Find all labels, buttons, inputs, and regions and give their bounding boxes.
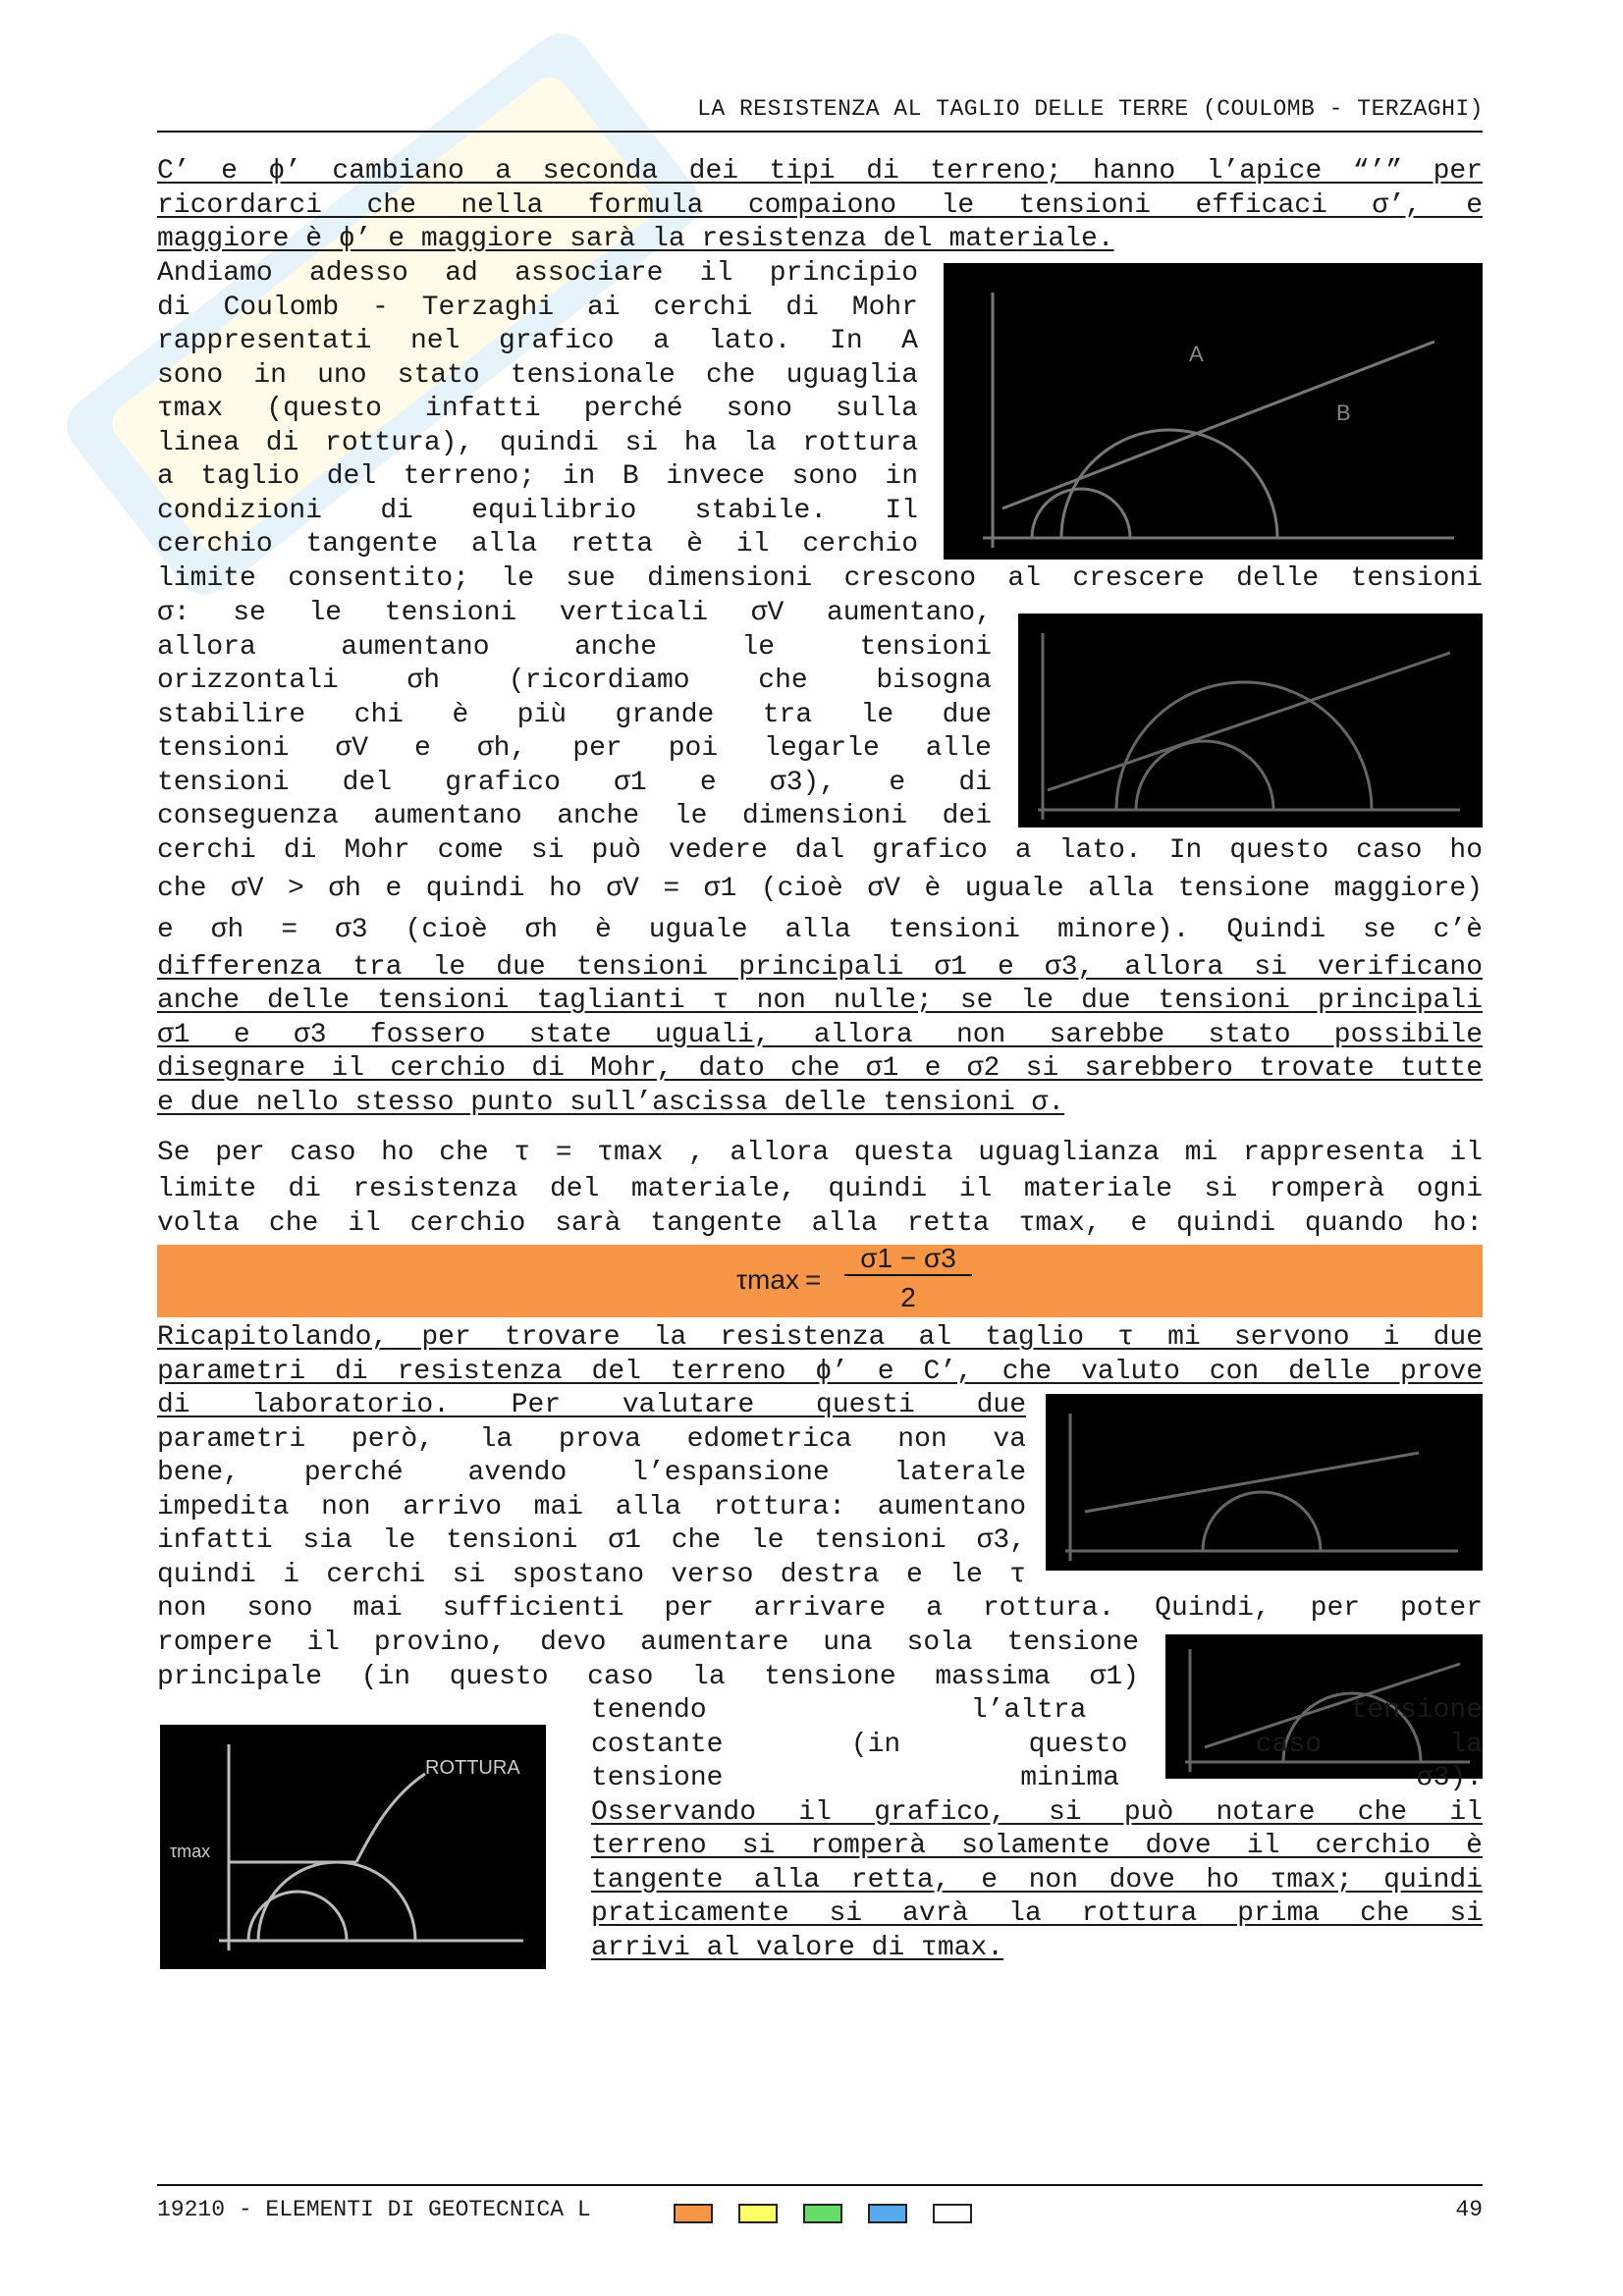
recap-line: bene, perché avendo l’espansione laterale: [157, 1458, 1026, 1488]
coulomb-line: a taglio del terreno; in B invece sono in: [157, 461, 918, 492]
sigma-full-line: che σV > σh e quindi ho σV = σ1 (cioè σV è uguale alla tensione maggiore): [157, 873, 1483, 904]
recap-line: parametri di resistenza del terreno ϕ’ e C’, che valuto con delle prove: [157, 1356, 1483, 1387]
sigma-full-line: e σh = σ3 (cioè σh è uguale alla tensioni minore). Quindi se c’è: [157, 914, 1483, 945]
sigma-line: conseguenza aumentano anche le dimensioni dei: [157, 801, 992, 831]
fig1-label-b: B: [1336, 400, 1351, 425]
recap-line: quindi i cerchi si spostano verso destra e le τ: [157, 1559, 1026, 1590]
formula-lhs: τmax: [736, 1264, 799, 1295]
footer-color-square-white: [933, 2204, 972, 2223]
coulomb-line: condizioni di equilibrio stabile. Il: [157, 495, 918, 526]
final-line: tenendo l’altra tensione: [591, 1695, 1483, 1726]
coulomb-line: di Coulomb - Terzaghi ai cerchi di Mohr: [157, 292, 918, 323]
sigma-paragraph: [157, 597, 992, 834]
recap-line: rompere il provino, devo aumentare una sola tensione: [157, 1628, 1139, 1658]
formula-numerator: σ1 − σ3: [844, 1243, 972, 1276]
coulomb-line: linea di rottura), quindi si ha la rottura: [157, 427, 918, 458]
sigma-line: stabilire chi è più grande tra le due: [157, 699, 992, 730]
recap-line: parametri però, la prova edometrica non va: [157, 1423, 1026, 1455]
coulomb-line: Andiamo adesso ad associare il principio: [157, 258, 918, 289]
tau-line: limite di resistenza del materiale, quindi il materiale si romperà ogni: [157, 1174, 1483, 1204]
final-line: arrivi al valore di τmax.: [591, 1932, 1004, 1963]
sigma-full-line: cerchi di Mohr come si può vedere dal grafico a lato. In questo caso ho: [157, 835, 1483, 866]
recap-line: Ricapitolando, per trovare la resistenza al taglio τ mi servono i due: [157, 1322, 1483, 1353]
footer-page-number: 49: [1455, 2197, 1483, 2222]
recap-full-line: non sono mai sufficienti per arrivare a rottura. Quindi, per poter: [157, 1593, 1483, 1624]
rottura-figure: [160, 1725, 546, 1969]
recap-paragraph-2: [157, 1389, 1026, 1592]
footer-color-square-blue: [868, 2204, 907, 2223]
recap-paragraph: [157, 1321, 1483, 1389]
tau-max-formula: [157, 1245, 1483, 1317]
sigma-full-line: σ1 e σ3 fossero state uguali, allora non sarebbe stato possibile: [157, 1019, 1483, 1050]
final-line: praticamente si avrà la rottura prima che si: [591, 1898, 1483, 1929]
recap-line: di laboratorio. Per valutare questi due: [157, 1390, 1026, 1420]
final-line: tensione minima σ3).: [591, 1763, 1483, 1793]
recap-line: impedita non arrivo mai alla rottura: aumentano: [157, 1491, 1026, 1522]
final-line: costante (in questo caso la: [591, 1729, 1483, 1760]
intro-line: ricordarci che nella formula compaiono le tensioni efficaci σ’, e: [157, 189, 1483, 221]
edometric-figure: [1046, 1394, 1483, 1571]
recap-line: principale (in questo caso la tensione massima σ1): [157, 1661, 1139, 1692]
intro-paragraph: [157, 155, 1483, 257]
tau-line: volta che il cerchio sarà tangente alla retta τmax, e quindi quando ho:: [157, 1207, 1483, 1239]
header-divider: [157, 131, 1483, 133]
mohr-coulomb-figure: [944, 263, 1483, 560]
footer-divider: [157, 2184, 1483, 2186]
final-line: terreno si romperà solamente dove il cerchio è: [591, 1831, 1483, 1861]
sigma-full-line: differenza tra le due tensioni principali σ1 e σ3, allora si verificano: [157, 951, 1483, 983]
final-line: Osservando il grafico, si può notare che il: [591, 1796, 1483, 1828]
fig4-label-rottura: ROTTURA: [425, 1757, 520, 1779]
formula-denominator: 2: [900, 1282, 916, 1312]
sigma-full-line: disegnare il cerchio di Mohr, dato che σ1 e σ2 si sarebbero trovate tutte: [157, 1053, 1483, 1084]
coulomb-paragraph: [157, 257, 918, 562]
recap-paragraph-3: [157, 1627, 1139, 1694]
coulomb-line: τmax (questo infatti perché sono sulla: [157, 394, 918, 424]
footer-color-square-green: [803, 2204, 842, 2223]
recap-line: infatti sia le tensioni σ1 che le tensioni σ3,: [157, 1525, 1026, 1556]
final-line: tangente alla retta, e non dove ho τmax; quindi: [591, 1864, 1483, 1896]
mohr-circles-figure: [1018, 614, 1483, 828]
intro-line: C’ e ϕ’ cambiano a seconda dei tipi di terreno; hanno l’apice “’” per: [157, 156, 1483, 187]
sigma-line: orizzontali σh (ricordiamo che bisogna: [157, 666, 992, 696]
sigma-line: σ: se le tensioni verticali σV aumentano,: [157, 598, 992, 628]
formula-equals: =: [805, 1264, 822, 1295]
sigma-full-paragraph: [157, 834, 1483, 1120]
coulomb-line: sono in uno stato tensionale che uguaglia: [157, 359, 918, 391]
coulomb-full-line: limite consentito; le sue dimensioni crescono al crescere delle tensioni: [157, 563, 1483, 594]
coulomb-line: rappresentati nel grafico a lato. In A: [157, 326, 918, 356]
coulomb-line: cerchio tangente alla retta è il cerchio: [157, 529, 918, 560]
fig4-label-taumax: τmax: [170, 1842, 211, 1861]
footer-color-square-yellow: [738, 2204, 778, 2223]
intro-line: maggiore è ϕ’ e maggiore sarà la resistenza del materiale.: [157, 224, 1114, 254]
sigma-full-line: e due nello stesso punto sull’ascissa delle tensioni σ.: [157, 1087, 1065, 1118]
tau-line: Se per caso ho che τ = τmax , allora questa uguaglianza mi rappresenta il: [157, 1138, 1483, 1168]
sigma-full-line: anche delle tensioni taglianti τ non nulle; se le due tensioni principali: [157, 986, 1483, 1016]
page-header-title: LA RESISTENZA AL TAGLIO DELLE TERRE (COULOMB - TERZAGHI): [697, 96, 1484, 122]
fig1-label-a: A: [1189, 342, 1204, 366]
sigma-line: allora aumentano anche le tensioni: [157, 631, 992, 663]
sigma-line: tensioni del grafico σ1 e σ3), e di: [157, 767, 992, 798]
footer-color-square-orange: [674, 2204, 713, 2223]
sigma-line: tensioni σV e σh, per poi legarle alle: [157, 733, 992, 764]
tau-paragraph: [157, 1134, 1483, 1241]
final-paragraph: [591, 1694, 1483, 1965]
footer-course: 19210 - ELEMENTI DI GEOTECNICA L: [157, 2197, 591, 2222]
